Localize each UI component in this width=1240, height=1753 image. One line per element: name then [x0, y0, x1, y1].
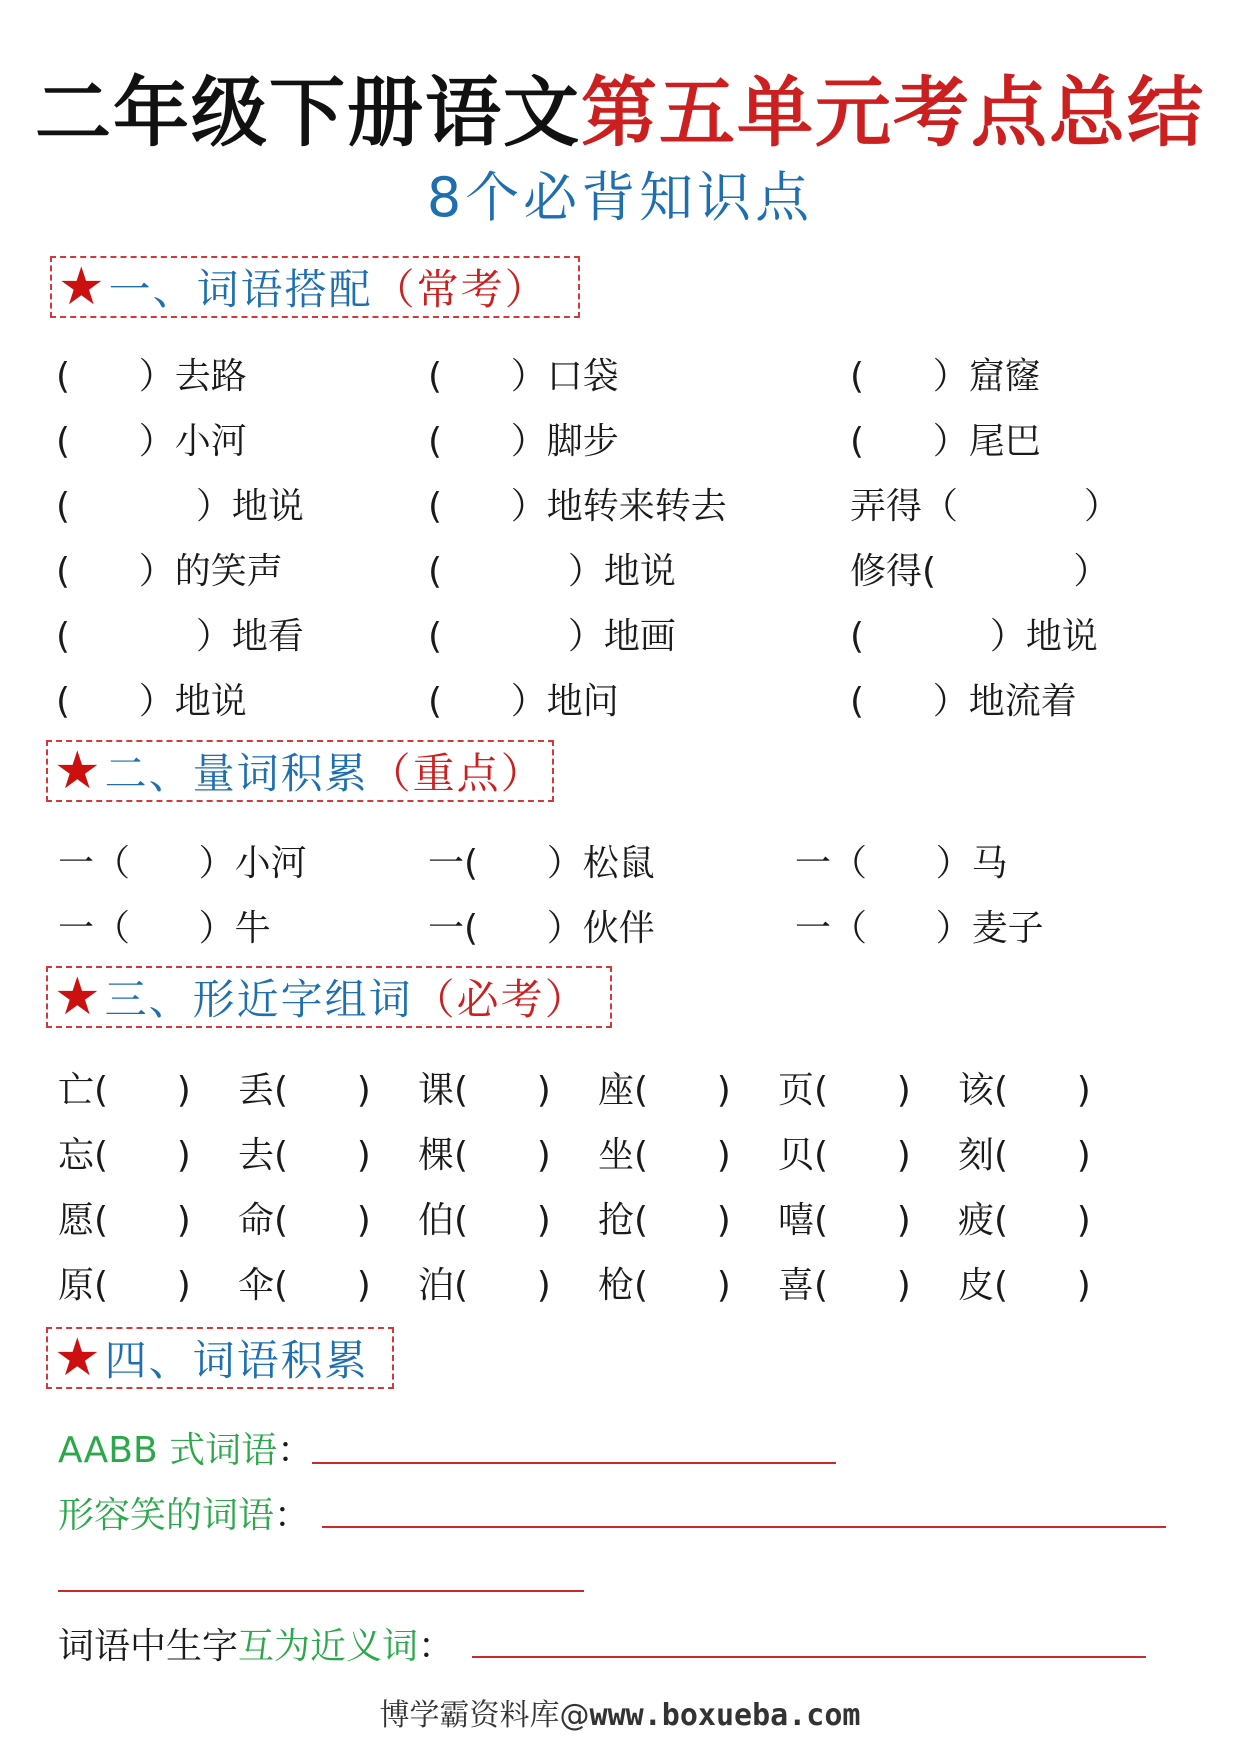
- footer-watermark: [0, 1690, 1240, 1734]
- s1-row6-col2: ( ）地问: [428, 681, 619, 722]
- aabb-label: AABB 式词语: [58, 1430, 278, 1471]
- section-2-header: [46, 740, 554, 802]
- smile-answer-line-2[interactable]: [58, 1590, 584, 1592]
- s3-r3-c3: 伯( ): [418, 1200, 551, 1241]
- s1-row1-col2: ( ）口袋: [428, 356, 619, 397]
- s1-row2-col2: ( ）脚步: [428, 421, 619, 462]
- s3-r2-c3: 棵( ): [418, 1135, 551, 1176]
- s1-row4-col3: 修得( ）: [850, 551, 1110, 592]
- aabb-colon: ：: [277, 1430, 314, 1471]
- s3-r4-c2: 伞( ): [238, 1265, 371, 1306]
- smile-label-line: [58, 1487, 310, 1538]
- s1-row4-col2: ( ）地说: [428, 551, 676, 592]
- smile-label: 形容笑的词语: [58, 1495, 275, 1536]
- s2-row1-col2: 一( ）松鼠: [428, 843, 655, 884]
- synonym-label-line: [58, 1618, 454, 1669]
- star-icon: ★: [54, 1328, 101, 1388]
- s2-row2-col1: 一（ ）牛: [58, 908, 271, 949]
- aabb-label-line: [58, 1422, 313, 1473]
- s1-row1-col1: ( ）去路: [56, 356, 247, 397]
- s3-r1-c6: 该( ): [958, 1070, 1091, 1111]
- s1-row3-col1: ( ）地说: [56, 486, 304, 527]
- s1-row5-col2: ( ）地画: [428, 616, 676, 657]
- section-4-header: [46, 1327, 394, 1389]
- s3-r2-c4: 坐( ): [598, 1135, 731, 1176]
- section-3-title: 三、形近字组词: [104, 975, 413, 1024]
- page-title: [0, 52, 1240, 161]
- s3-r3-c1: 愿( ): [58, 1200, 191, 1241]
- s1-row3-col3: 弄得（ ）: [850, 486, 1120, 527]
- aabb-answer-line[interactable]: [312, 1462, 836, 1464]
- s1-row6-col3: ( ）地流着: [850, 681, 1077, 722]
- s1-row5-col1: ( ）地看: [56, 616, 304, 657]
- s3-r3-c4: 抢( ): [598, 1200, 731, 1241]
- s3-r1-c2: 丢( ): [238, 1070, 371, 1111]
- s3-r2-c6: 刻( ): [958, 1135, 1091, 1176]
- s3-r3-c6: 疲( ): [958, 1200, 1091, 1241]
- s1-row3-col2: ( ）地转来转去: [428, 486, 727, 527]
- s3-r4-c6: 皮( ): [958, 1265, 1091, 1306]
- s2-row2-col3: 一（ ）麦子: [795, 908, 1044, 949]
- star-icon: ★: [58, 257, 105, 317]
- section-4-title: 四、词语积累: [104, 1336, 369, 1385]
- synonym-answer-line[interactable]: [472, 1656, 1146, 1658]
- footer-url: www.boxueba.com: [589, 1698, 861, 1733]
- s3-r1-c1: 亡( ): [58, 1070, 191, 1111]
- s3-r2-c1: 忘( ): [58, 1135, 191, 1176]
- section-1-title: 一、词语搭配: [108, 265, 373, 314]
- s3-r4-c3: 泊( ): [418, 1265, 551, 1306]
- s1-row4-col1: ( ）的笑声: [56, 551, 283, 592]
- s2-row2-col2: 一( ）伙伴: [428, 908, 655, 949]
- s1-row2-col1: ( ）小河: [56, 421, 247, 462]
- star-icon: ★: [54, 741, 101, 801]
- section-3-note: （必考）: [412, 975, 589, 1024]
- s3-r1-c4: 座( ): [598, 1070, 731, 1111]
- s1-row1-col3: ( ）窟窿: [850, 356, 1041, 397]
- smile-colon: ：: [274, 1495, 311, 1536]
- s1-row5-col3: ( ）地说: [850, 616, 1098, 657]
- s2-row1-col1: 一（ ）小河: [58, 843, 307, 884]
- s1-row2-col3: ( ）尾巴: [850, 421, 1041, 462]
- section-2-title: 二、量词积累: [104, 749, 369, 798]
- s3-r1-c3: 课( ): [418, 1070, 551, 1111]
- star-icon: ★: [54, 967, 101, 1027]
- synonym-label-black: 词语中生字: [58, 1626, 239, 1667]
- section-2-note: （重点）: [368, 749, 545, 798]
- s3-r2-c2: 去( ): [238, 1135, 371, 1176]
- smile-answer-line-1[interactable]: [322, 1526, 1166, 1528]
- synonym-label-green: 互为近义词: [238, 1626, 419, 1667]
- s3-r3-c2: 命( ): [238, 1200, 371, 1241]
- section-1-header: [50, 256, 580, 318]
- s3-r2-c5: 贝( ): [778, 1135, 911, 1176]
- page-subtitle: 8个必背知识点: [426, 166, 814, 229]
- s3-r4-c4: 枪( ): [598, 1265, 731, 1306]
- title-part-2: 第五单元考点总结: [581, 68, 1205, 157]
- title-part-1: 二年级下册语文: [35, 68, 581, 157]
- s3-r3-c5: 嘻( ): [778, 1200, 911, 1241]
- section-1-note: （常考）: [372, 265, 549, 314]
- s2-row1-col3: 一（ ）马: [795, 843, 1008, 884]
- synonym-colon: ：: [418, 1626, 455, 1667]
- section-3-header: [46, 966, 612, 1028]
- s3-r4-c5: 喜( ): [778, 1265, 911, 1306]
- s3-r1-c5: 页( ): [778, 1070, 911, 1111]
- footer-cn: 博学霸资料库@: [379, 1698, 590, 1733]
- s1-row6-col1: ( ）地说: [56, 681, 247, 722]
- s3-r4-c1: 原( ): [58, 1265, 191, 1306]
